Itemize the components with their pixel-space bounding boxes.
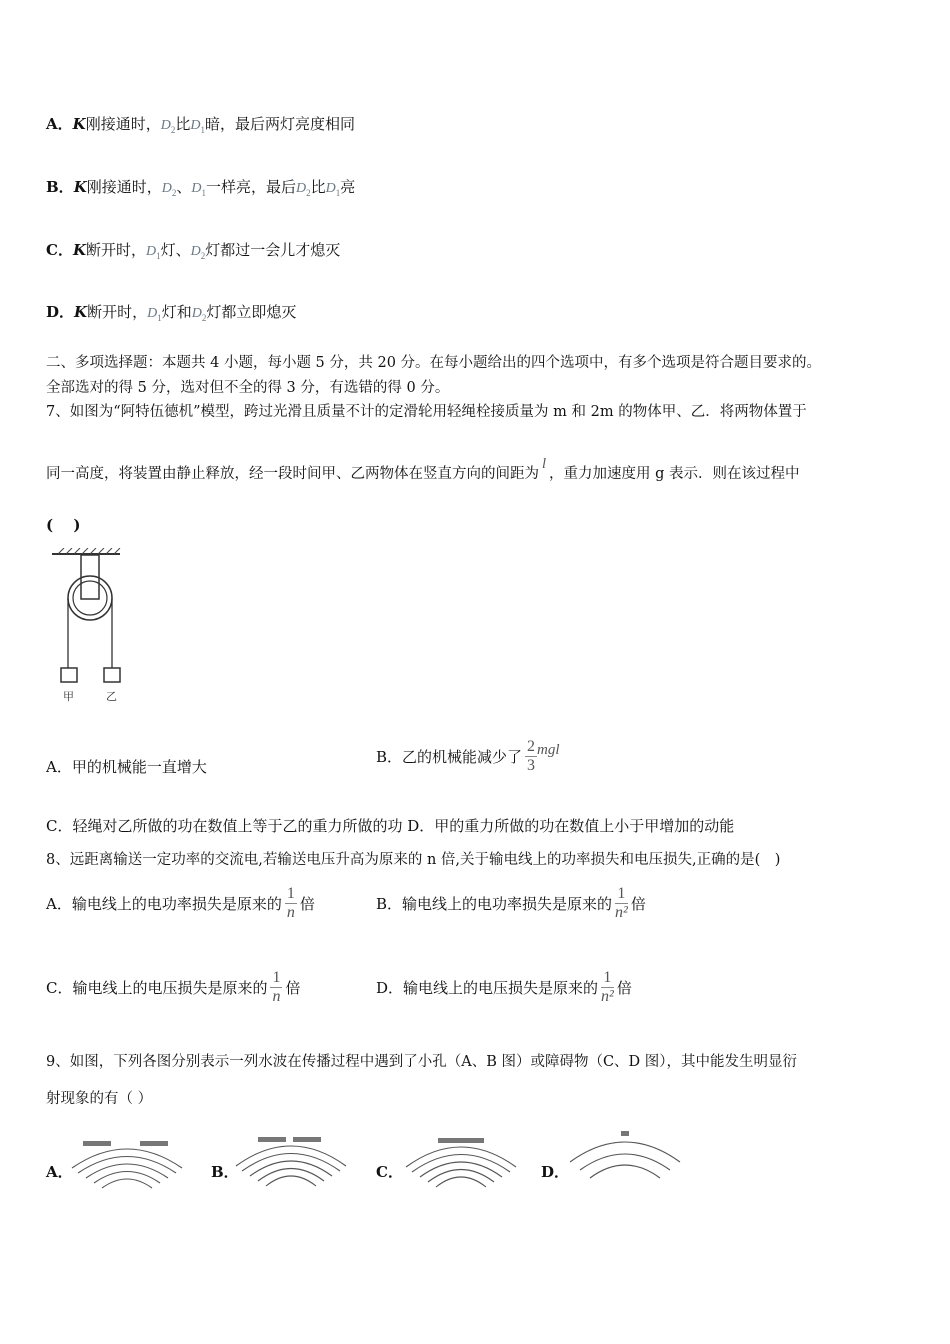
q6-option-d: D．K断开时，$D_1$灯和$D_2$灯都立即熄灭 [46, 303, 297, 323]
q8-option-b: B．输电线上的电功率损失是原来的 $\frac{1}{\text{n²}}$ 倍 [376, 885, 646, 921]
q6-option-a: A．K刚接通时，$D_2$比$D_1$暗，最后两灯亮度相同 [46, 115, 355, 135]
q7-stem-line2: 同一高度，将装置由静止释放，经一段时间甲、乙两物体在竖直方向的间距为l，重力加速度用 g 表示．则在该过程中 [46, 456, 800, 482]
q9-stem-line2: 射现象的有（ ） [46, 1091, 153, 1107]
label-yi: 乙 [106, 690, 117, 703]
q6-option-b: B．K刚接通时，$D_2$、$D_1$一样亮，最后$D_2$比$D_1$亮 [46, 178, 356, 198]
wave-figure-a [68, 1138, 186, 1190]
wave-figure-b [232, 1134, 350, 1190]
q9-label-c: C． [376, 1163, 403, 1181]
d1-symbol: $D_1$ [190, 118, 205, 135]
q7-option-b: B．乙的机械能减少了 $\frac{2}{3}$ mgl [376, 738, 560, 774]
q8-stem: 8、远距离输送一定功率的交流电,若输送电压升高为原来的 n 倍,关于输电线上的功率损失和电压损失,正确的是( ) [46, 852, 781, 868]
atwood-machine-figure [48, 548, 138, 708]
q7-options-c-d: C．轻绳对乙所做的功在数值上等于乙的重力所做的功 D．甲的重力所做的功在数值上小于甲增加的动能 [46, 817, 735, 835]
q9-label-d: D． [541, 1163, 570, 1181]
d2-symbol: $D_2$ [160, 118, 176, 135]
q7-stem-line1: 7、如图为“阿特伍德机”模型，跨过光滑且质量不计的定滑轮用轻绳栓接质量为 m 和 2m 的物体甲、乙．将两物体置于 [46, 404, 807, 420]
var-l: l [542, 456, 547, 472]
q8-option-c: C．输电线上的电压损失是原来的 $\frac{1}{n}$ 倍 [46, 969, 301, 1005]
section2-heading-line2: 全部选对的得 5 分，选对但不全的得 3 分，有选错的得 0 分。 [46, 380, 450, 396]
section2-heading-line1: 二、多项选择题：本题共 4 小题，每小题 5 分，共 20 分。在每小题给出的四个选项中，有多个选项是符合题目要求的。 [46, 355, 822, 371]
q6-option-c: C．K断开时，$D_1$灯、$D_2$灯都过一会儿才熄灭 [46, 241, 341, 261]
wave-figure-c [402, 1135, 520, 1190]
label-jia: 甲 [63, 690, 74, 703]
q8-option-a: A．输电线上的电功率损失是原来的 $\frac{1}{n}$ 倍 [46, 885, 315, 921]
q9-stem-line1: 9、如图，下列各图分别表示一列水波在传播过程中遇到了小孔（A、B 图）或障碍物（C、D 图），其中能发生明显衍 [46, 1054, 798, 1070]
q9-label-a: A． [46, 1163, 73, 1181]
q9-label-b: B． [211, 1163, 239, 1181]
q7-answer-paren: ( ) [46, 516, 81, 534]
wave-figure-d [566, 1128, 684, 1188]
q8-option-d: D．输电线上的电压损失是原来的 $\frac{1}{\text{n²}}$ 倍 [376, 969, 632, 1005]
q7-option-a: A．甲的机械能一直增大 [46, 758, 207, 776]
